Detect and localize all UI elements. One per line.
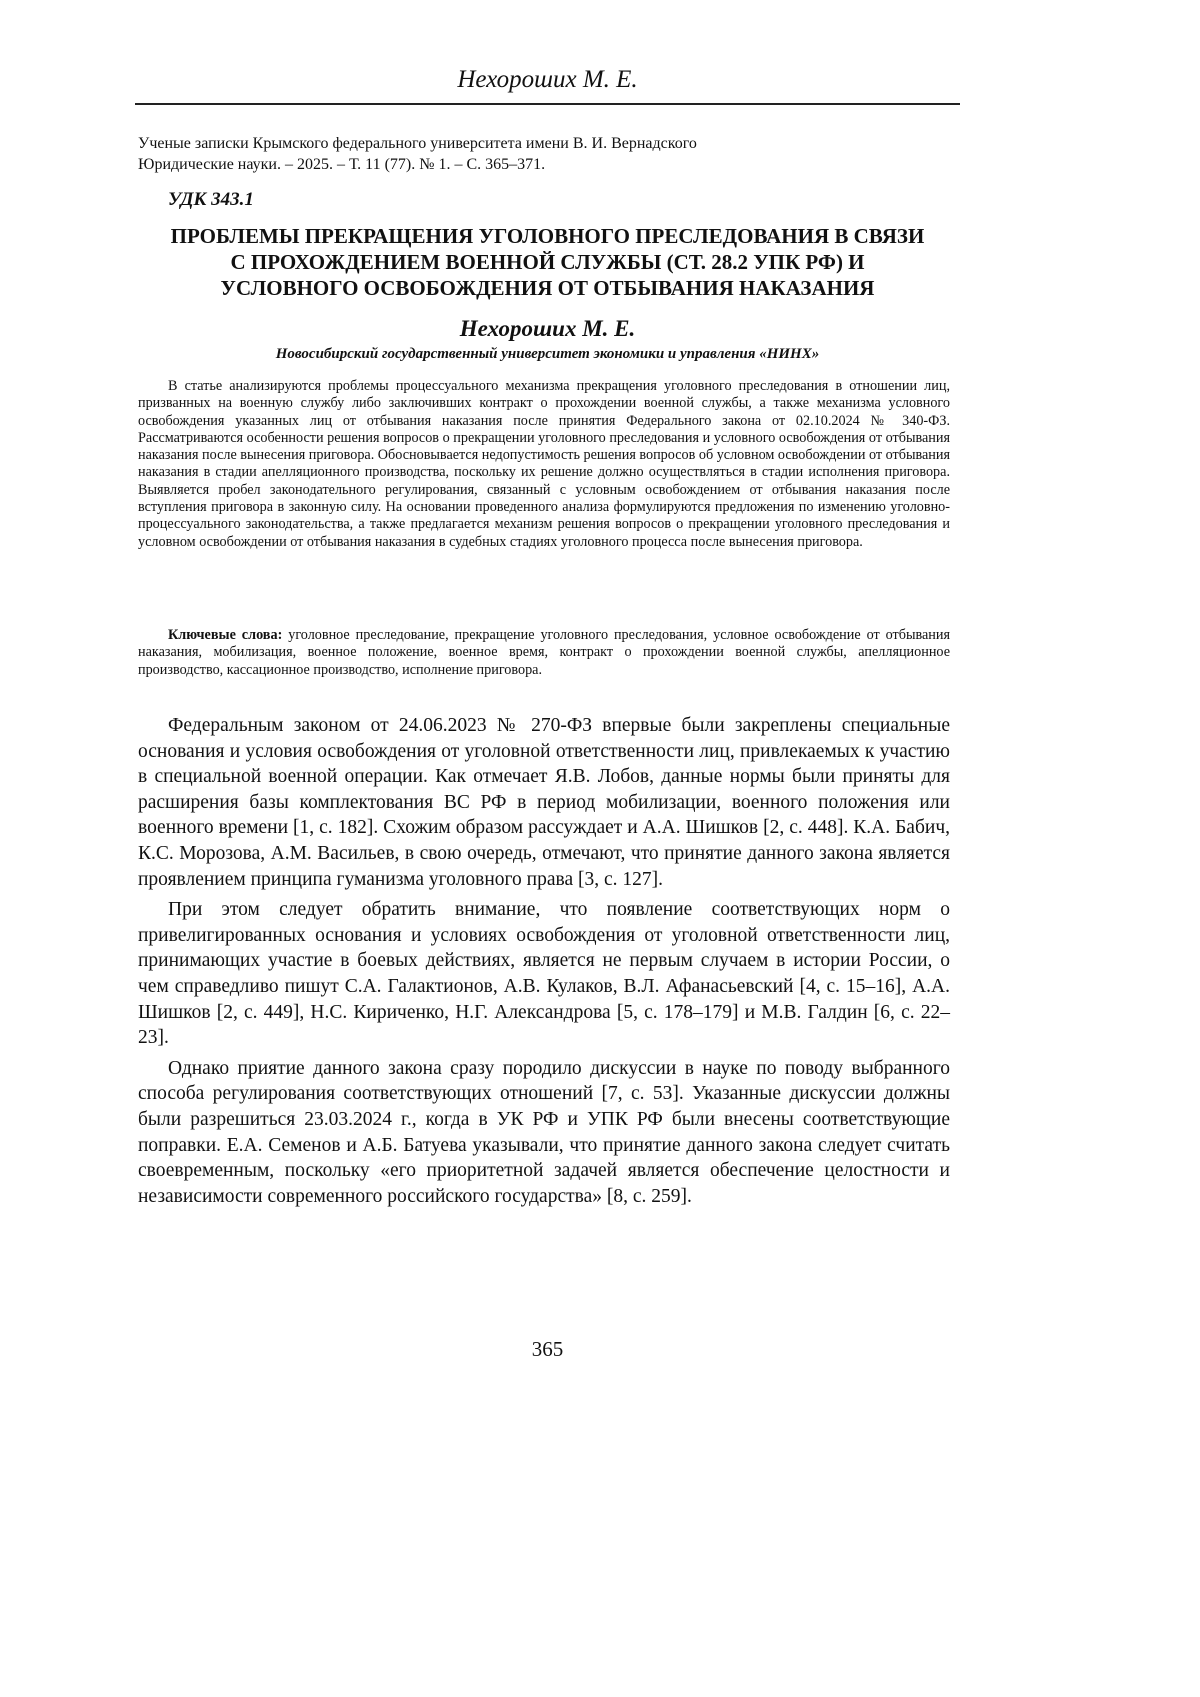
- author-name: Нехороших М. Е.: [135, 316, 960, 342]
- body-paragraph-2: При этом следует обратить внимание, что появление соответствующих норм о привелигированных основания и условиях освобождения от уголовной ответственности лиц, принимающих участие в боевых действиях, является не первым случаем в истории России, о чем справедливо пишут С.А. Галактионов, А.В. Кулаков, В.Л. Афанасьевский [4, с. 15–16], А.А. Шишков [2, с. 449], Н.С. Кириченко, Н.Г. Александрова [5, с. 178–179] и М.В. Галдин [6, с. 22–23].: [138, 897, 950, 1051]
- journal-info: [138, 133, 958, 175]
- body-paragraph-3: Однако приятие данного закона сразу породило дискуссии в науке по поводу выбранного способа регулирования соответствующих отношений [7, с. 53]. Указанные дискуссии должны были разрешиться 23.03.2024 г., когда в УК РФ и УПК РФ были внесены соответствующие поправки. Е.А. Семенов и А.Б. Батуева указывали, что принятие данного закона следует считать своевременным, поскольку «его приоритетной задачей является обеспечение целостности и независимости современного российского государства» [8, с. 259].: [138, 1056, 950, 1210]
- keywords-label: Ключевые слова:: [168, 627, 282, 643]
- abstract: В статье анализируются проблемы процессуального механизма прекращения уголовного преследования в отношении лиц, призванных на военную службу либо заключивших контракт о прохождении военной службы, а также механизма условного освобождения указанных лиц от отбывания наказания после принятия Федерального закона от 02.10.2024 № 340-ФЗ. Рассматриваются особенности решения вопросов о прекращении уголовного преследования и условного освобождения от отбывания наказания после вынесения приговора. Обосновывается недопустимость решения вопросов об условном освобождении от отбывания наказания в стадии апелляционного производства, поскольку их решение должно осуществляться в стадии исполнения приговора. Выявляется пробел законодательного регулирования, связанный с условным освобождением от отбывания наказания после вступления приговора в законную силу. На основании проведенного анализа формулируются предложения по изменению уголовно-процессуального законодательства, а также предлагается механизм решения вопросов о прекращении уголовного преследования и условном освобождении от отбывания наказания в судебных стадиях уголовного процесса после вынесения приговора.: [138, 378, 950, 551]
- body-text: [138, 713, 950, 1214]
- journal-line-2: Юридические науки. – 2025. – Т. 11 (77). № 1. – С. 365–371.: [138, 154, 958, 175]
- title-line-1: ПРОБЛЕМЫ ПРЕКРАЩЕНИЯ УГОЛОВНОГО ПРЕСЛЕДОВАНИЯ В СВЯЗИ: [135, 223, 960, 249]
- keywords-text: уголовное преследование, прекращение уголовного преследования, условное освобождение от отбывания наказания, мобилизация, военное положение, военное время, контракт о прохождении военной службы, апелляционное производство, кассационное производство, исполнение приговора.: [138, 627, 950, 678]
- body-paragraph-1: Федеральным законом от 24.06.2023 № 270-ФЗ впервые были закреплены специальные основания и условия освобождения от уголовной ответственности лиц, привлекаемых к участию в специальной военной операции. Как отмечает Я.В. Лобов, данные нормы были приняты для расширения базы комплектования ВС РФ в период мобилизации, военного положения или военного времени [1, с. 182]. Схожим образом рассуждает и А.А. Шишков [2, с. 448]. К.А. Бабич, К.С. Морозова, А.М. Васильев, в свою очередь, отмечают, что принятие данного закона является проявлением принципа гуманизма уголовного права [3, с. 127].: [138, 713, 950, 892]
- journal-line-1: Ученые записки Крымского федерального университета имени В. И. Вернадского: [138, 133, 958, 154]
- page-number: 365: [135, 1337, 960, 1362]
- title-line-2: С ПРОХОЖДЕНИЕМ ВОЕННОЙ СЛУЖБЫ (СТ. 28.2 УПК РФ) И: [135, 249, 960, 275]
- keywords: [138, 627, 950, 679]
- author-affiliation: Новосибирский государственный университет экономики и управления «НИНХ»: [135, 346, 960, 363]
- header-rule: [135, 103, 960, 105]
- running-header: Нехороших М. Е.: [135, 66, 960, 94]
- title-line-3: УСЛОВНОГО ОСВОБОЖДЕНИЯ ОТ ОТБЫВАНИЯ НАКАЗАНИЯ: [135, 275, 960, 301]
- article-title: [135, 223, 960, 301]
- udk-code: УДК 343.1: [168, 189, 254, 211]
